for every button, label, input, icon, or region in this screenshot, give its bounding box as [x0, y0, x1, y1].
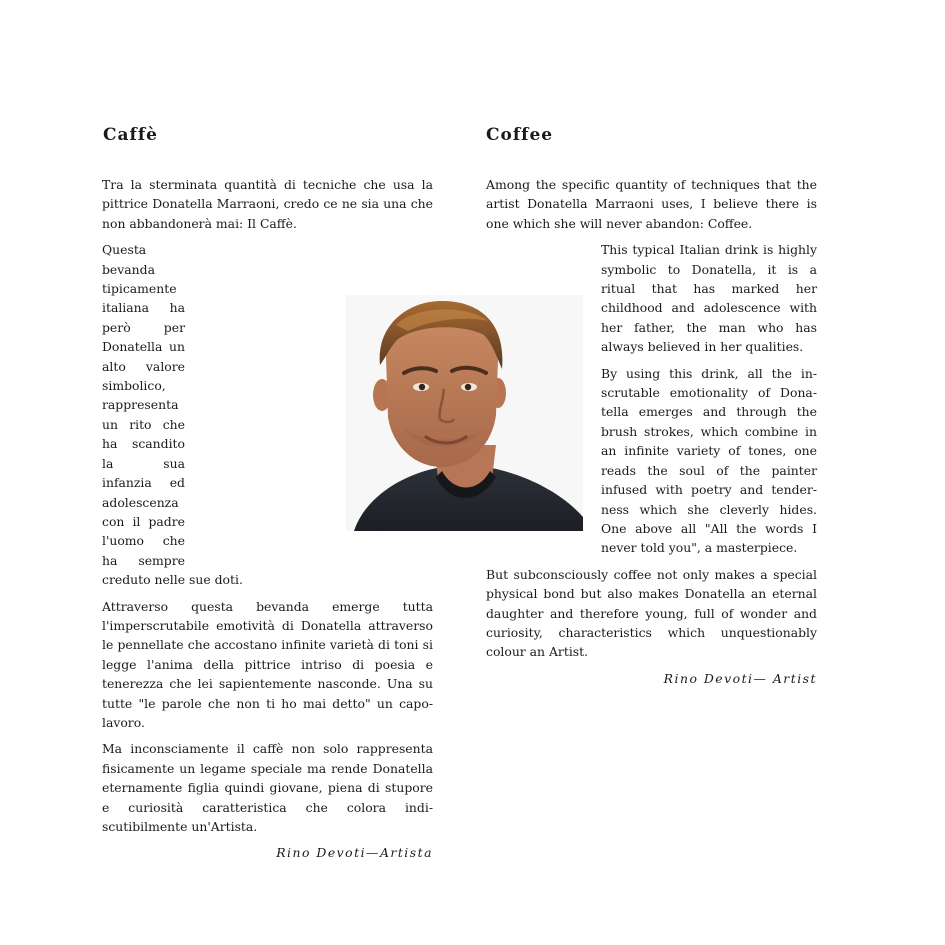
english-paragraph-2: This typical Italian drink is highly symbolic to Donatella, it is a ritual that has marked her childhood and adolescence with her father, the man who has always believed in her qualities. [601, 242, 817, 355]
italian-paragraph-2: Questa bevanda tipicamente italiana ha però per Donatella un alto valore simbolico, rappresenta un rito che ha scandito la sua infanzia ed adolescenza con il padre l'uomo che ha sempre creduto nelle sue doti. [102, 242, 243, 588]
italian-paragraph-1: Tra la sterminata quantità di tecniche che usa la pittrice Donatella Marraoni, credo ce ne sia una che non abbandonerà mai: Il Caffè. [102, 177, 433, 231]
english-paragraph-4: But subconsciously coffee not only makes a special physical bond but also makes Donatella an eternal daughter and therefore young, full of wonder and curiosity, characteristics which unquestionably colour an Artist. [486, 566, 817, 660]
italian-signature: Rino Devoti—Artista [276, 845, 433, 861]
english-paragraph-3: By using this drink, all the inscrutable emotionality of Donatella emerges and through the brush strokes, which combine in an infinite variety of tones, one reads the soul of the painter infused with poetry and tenderness which she cleverly hides. One above all "All the words I never told you", a masterpiece. [601, 365, 817, 556]
italian-paragraph-3: Attraverso questa bevanda emerge tutta l'imperscrutabile emotività di Donatella attraverso le pennellate che accostano infinite varietà di toni si legge l'anima della pittrice intriso di poesia e tenerezza che lei sapientemente nasconde. Una su tutte "le parole che non ti ho mai detto" un capolavoro. [102, 598, 433, 730]
english-paragraph-1: Among the specific quantity of techniques that the artist Donatella Marraoni uses, I believe there is one which she will never abandon: Coffee. [486, 177, 817, 231]
portrait-illustration [346, 295, 583, 531]
italian-paragraph-4: Ma inconsciamente il caffè non solo rappresenta fisicamente un legame speciale ma rende Donatella eternamente figlia quindi giovane, piena di stupore e curiosità caratteristica che colora indiscutibilmente un'Artista. [102, 741, 433, 834]
english-title: Coffee [486, 125, 554, 145]
portrait-photo [346, 295, 583, 531]
italian-title: Caffè [103, 125, 158, 145]
english-signature: Rino Devoti— Artist [663, 670, 817, 686]
